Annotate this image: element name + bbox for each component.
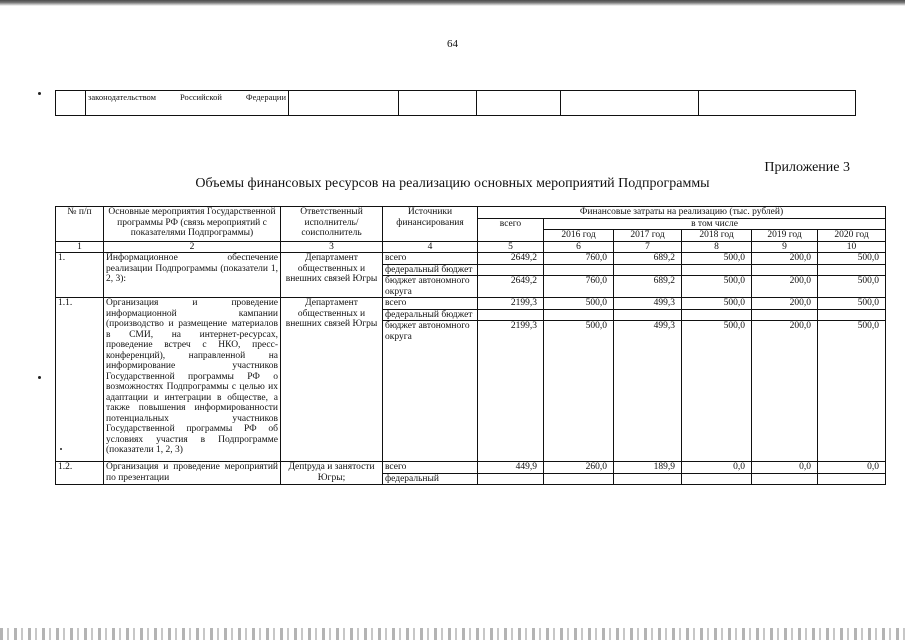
- value-2017: 689,2: [614, 276, 682, 298]
- value-2018: [682, 473, 752, 485]
- scan-top-edge: [0, 0, 905, 6]
- value-total: 2199,3: [478, 321, 544, 462]
- value-total: 2199,3: [478, 298, 544, 310]
- table-row: [56, 91, 856, 116]
- column-number: 4: [383, 241, 478, 253]
- header-year-2019: 2019 год: [752, 230, 818, 242]
- column-number-row: [56, 241, 886, 253]
- value-2019: 200,0: [752, 298, 818, 310]
- executor: Депtруда и занятости Югры;: [281, 462, 383, 485]
- row-number: 1.2.: [56, 462, 104, 485]
- value-2017: 499,3: [614, 298, 682, 310]
- value-2016: [544, 264, 614, 276]
- appendix-label: Приложение 3: [764, 160, 850, 175]
- header-year-2016: 2016 год: [544, 230, 614, 242]
- previous-table-fragment: [55, 90, 856, 116]
- value-2016: 760,0: [544, 276, 614, 298]
- document-title: Объемы финансовых ресурсов на реализацию основных мероприятий Подпрограммы: [195, 176, 710, 191]
- column-number: 5: [478, 241, 544, 253]
- page-number: 64: [447, 38, 458, 50]
- header-total: всего: [478, 218, 544, 241]
- header-financial-costs: Финансовые затраты на реализацию (тыс. рублей): [478, 207, 886, 219]
- scan-speck: [38, 376, 41, 379]
- column-number: 9: [752, 241, 818, 253]
- header-executor: Ответственный исполнитель/соисполнитель: [281, 207, 383, 242]
- value-2017: [614, 473, 682, 485]
- value-2017: [614, 264, 682, 276]
- value-2018: [682, 264, 752, 276]
- scan-speck: [38, 92, 41, 95]
- executor: Департамент общественных и внешних связей Югры: [281, 253, 383, 298]
- funding-source: бюджет автономного округа: [383, 276, 478, 298]
- value-2019: [752, 473, 818, 485]
- value-2020: 500,0: [818, 321, 886, 462]
- prev-table-cell: законодательством Российской Федерации: [86, 91, 289, 116]
- table-row: [56, 298, 886, 310]
- column-number: 1: [56, 241, 104, 253]
- value-2020: 0,0: [818, 462, 886, 474]
- column-number: 3: [281, 241, 383, 253]
- value-2019: 0,0: [752, 462, 818, 474]
- value-2018: [682, 309, 752, 321]
- table-row: [56, 462, 886, 474]
- value-2016: 500,0: [544, 298, 614, 310]
- value-total: [478, 309, 544, 321]
- column-number: 10: [818, 241, 886, 253]
- funding-source: федеральный бюджет: [383, 309, 478, 321]
- value-2018: 500,0: [682, 298, 752, 310]
- row-number: 1.: [56, 253, 104, 298]
- value-2019: 200,0: [752, 253, 818, 265]
- value-2018: 500,0: [682, 321, 752, 462]
- value-2020: 500,0: [818, 253, 886, 265]
- value-2017: 689,2: [614, 253, 682, 265]
- value-2016: 760,0: [544, 253, 614, 265]
- value-2018: 500,0: [682, 276, 752, 298]
- value-2018: 500,0: [682, 253, 752, 265]
- funding-source: всего: [383, 253, 478, 265]
- finance-table: [55, 206, 886, 485]
- header-funding-source: Источники финансирования: [383, 207, 478, 242]
- row-number: 1.1.: [56, 298, 104, 462]
- value-2018: 0,0: [682, 462, 752, 474]
- header-num: № п/п: [56, 207, 104, 242]
- activity-name: Организация и проведение информационной кампании (производство и размещение материалов в СМИ, на интернет-ресурсах, проведение встреч с НКО, пресс-конференций), направленной на информирование участников Государственной программы РФ о возможностях Подпрограммы с целью их адаптации и интеграции в обществе, а также повышения информированности потенциальных участников Государственной программы РФ об условиях участия в Подпрограмме (показатели 1, 2, 3): [104, 298, 281, 462]
- value-total: [478, 264, 544, 276]
- value-2016: [544, 473, 614, 485]
- column-number: 6: [544, 241, 614, 253]
- value-2020: [818, 309, 886, 321]
- table-row: [56, 253, 886, 265]
- scan-bottom-edge: [0, 628, 905, 640]
- value-2016: [544, 309, 614, 321]
- value-2019: [752, 309, 818, 321]
- funding-source: федеральный: [383, 473, 478, 485]
- header-including: в том числе: [544, 218, 886, 230]
- header-year-2020: 2020 год: [818, 230, 886, 242]
- value-total: 2649,2: [478, 253, 544, 265]
- value-2016: 260,0: [544, 462, 614, 474]
- funding-source: бюджет автономного округа: [383, 321, 478, 462]
- value-2020: [818, 473, 886, 485]
- value-2020: [818, 264, 886, 276]
- value-2017: [614, 309, 682, 321]
- column-number: 8: [682, 241, 752, 253]
- value-2019: 200,0: [752, 276, 818, 298]
- header-year-2018: 2018 год: [682, 230, 752, 242]
- header-row: [56, 207, 886, 219]
- value-2016: 500,0: [544, 321, 614, 462]
- header-year-2017: 2017 год: [614, 230, 682, 242]
- executor: Департамент общественных и внешних связей Югры: [281, 298, 383, 462]
- value-2020: 500,0: [818, 276, 886, 298]
- funding-source: всего: [383, 462, 478, 474]
- value-2017: 499,3: [614, 321, 682, 462]
- value-2017: 189,9: [614, 462, 682, 474]
- value-2019: [752, 264, 818, 276]
- value-2020: 500,0: [818, 298, 886, 310]
- header-main-activities: Основные мероприятия Государственной программы РФ (связь мероприятий с показателями Подпрограммы): [104, 207, 281, 242]
- value-total: 449,9: [478, 462, 544, 474]
- value-total: 2649,2: [478, 276, 544, 298]
- funding-source: федеральный бюджет: [383, 264, 478, 276]
- value-total: [478, 473, 544, 485]
- funding-source: всего: [383, 298, 478, 310]
- column-number: 7: [614, 241, 682, 253]
- activity-name: Организация и проведение мероприятий по презентации: [104, 462, 281, 485]
- value-2019: 200,0: [752, 321, 818, 462]
- column-number: 2: [104, 241, 281, 253]
- activity-name: Информационное обеспечение реализации Подпрограммы (показатели 1, 2, 3):: [104, 253, 281, 298]
